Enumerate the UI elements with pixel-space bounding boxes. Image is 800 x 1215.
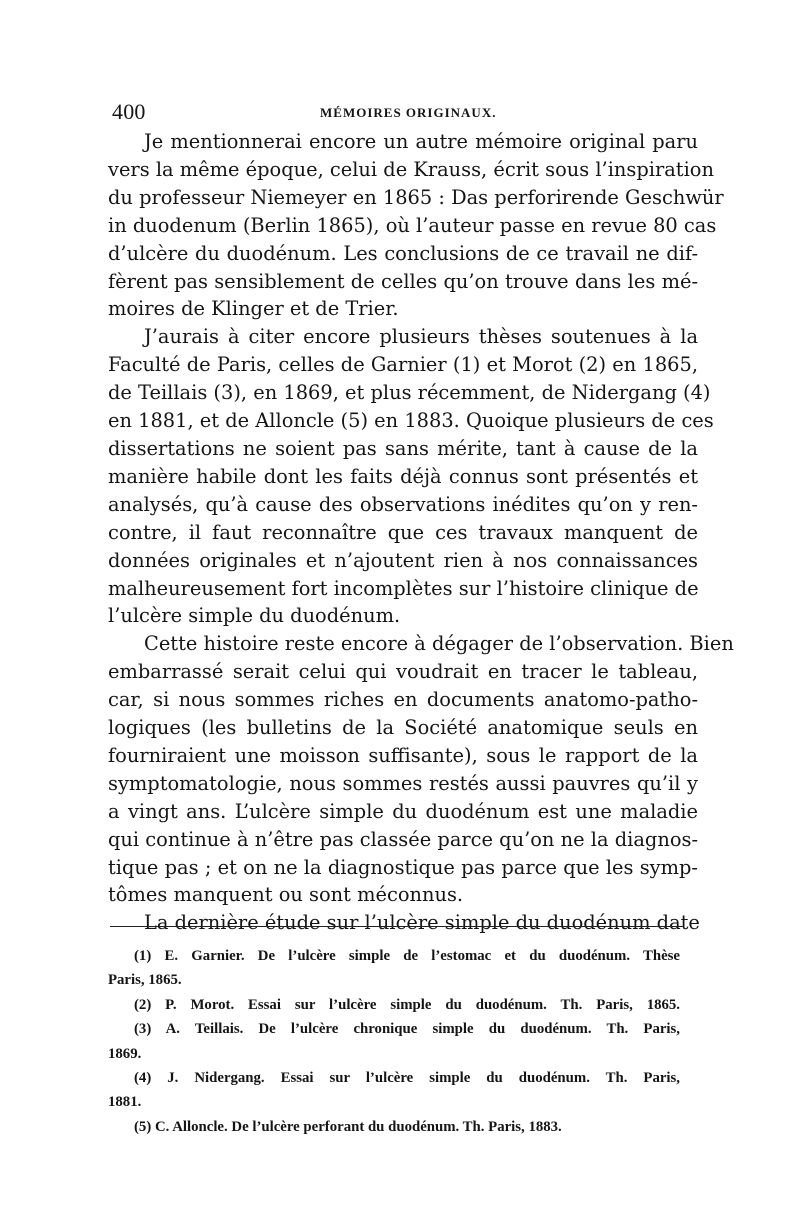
- body-line: moires de Klinger et de Trier.: [108, 297, 399, 321]
- body-line: contre, il faut reconnaître que ces travaux manquent de: [108, 520, 698, 544]
- body-text: [108, 128, 734, 937]
- body-line: Cette histoire reste encore à dégager de l’observation. Bien: [144, 632, 734, 656]
- body-line: La dernière étude sur l’ulcère simple du duodénum date: [144, 911, 700, 935]
- body-line: l’ulcère simple du duodénum.: [108, 604, 401, 628]
- body-line: du professeur Niemeyer en 1865 : Das perforirende Geschwür: [108, 185, 724, 209]
- body-line: tômes manquent ou sont méconnus.: [108, 883, 464, 907]
- body-line: dissertations ne soient pas sans mérite, tant à cause de la: [108, 436, 698, 460]
- body-line: embarrassé serait celui qui voudrait en tracer le tableau,: [108, 660, 698, 684]
- body-line: vers la même époque, celui de Krauss, écrit sous l’inspiration: [108, 157, 714, 181]
- footnote-line: (3) A. Teillais. De l’ulcère chronique simple du duodénum. Th. Paris,: [134, 1021, 680, 1038]
- page-number: 400: [112, 99, 146, 124]
- body-line: Faculté de Paris, celles de Garnier (1) et Morot (2) en 1865,: [108, 353, 698, 377]
- footnote-line: 1869.: [108, 1045, 142, 1062]
- body-line: données originales et n’ajoutent rien à nos connaissances: [108, 548, 698, 572]
- body-line: symptomatologie, nous sommes restés aussi pauvres qu’il y: [108, 771, 698, 795]
- footnote-line: 1881.: [108, 1094, 142, 1111]
- footnote-line: (4) J. Nidergang. Essai sur l’ulcère simple du duodénum. Th. Paris,: [134, 1070, 680, 1087]
- body-line: manière habile dont les faits déjà connus sont présentés et: [108, 464, 698, 488]
- body-line: fèrent pas sensiblement de celles qu’on trouve dans les mé-: [108, 269, 698, 293]
- body-line: J’aurais à citer encore plusieurs thèses soutenues à la: [144, 325, 698, 349]
- body-line: car, si nous sommes riches en documents anatomo-patho-: [108, 688, 698, 712]
- footnote-line: (2) P. Morot. Essai sur l’ulcère simple du duodénum. Th. Paris, 1865.: [134, 996, 680, 1013]
- body-line: logiques (les bulletins de la Société anatomique seuls en: [108, 716, 698, 740]
- body-line: qui continue à n’être pas classée parce qu’on ne la diagnos-: [108, 827, 698, 851]
- body-line: Je mentionnerai encore un autre mémoire original paru: [144, 130, 698, 153]
- footnote-line: Paris, 1865.: [108, 972, 182, 989]
- body-line: fourniraient une moisson suffisante), sous le rapport de la: [108, 743, 698, 767]
- body-line: d’ulcère du duodénum. Les conclusions de ce travail ne dif-: [108, 241, 698, 265]
- footnote-line: (5) C. Alloncle. De l’ulcère perforant du duodénum. Th. Paris, 1883.: [134, 1118, 562, 1135]
- page-header: [112, 100, 698, 124]
- footnote-divider: [110, 926, 684, 927]
- footnotes: [108, 944, 680, 1139]
- body-line: in duodenum (Berlin 1865), où l’auteur passe en revue 80 cas: [108, 213, 717, 237]
- body-line: analysés, qu’à cause des observations inédites qu’on y ren-: [108, 492, 698, 516]
- body-line: a vingt ans. L’ulcère simple du duodénum est une maladie: [108, 799, 698, 823]
- running-title: MÉMOIRES ORIGINAUX.: [320, 105, 497, 120]
- body-line: malheureusement fort incomplètes sur l’histoire clinique de: [108, 576, 699, 600]
- body-line: tique pas ; et on ne la diagnostique pas parce que les symp-: [108, 855, 698, 879]
- body-line: en 1881, et de Alloncle (5) en 1883. Quoique plusieurs de ces: [108, 409, 714, 433]
- body-line: de Teillais (3), en 1869, et plus récemment, de Nidergang (4): [108, 381, 711, 405]
- footnote-line: (1) E. Garnier. De l’ulcère simple de l’estomac et du duodénum. Thèse: [134, 948, 680, 964]
